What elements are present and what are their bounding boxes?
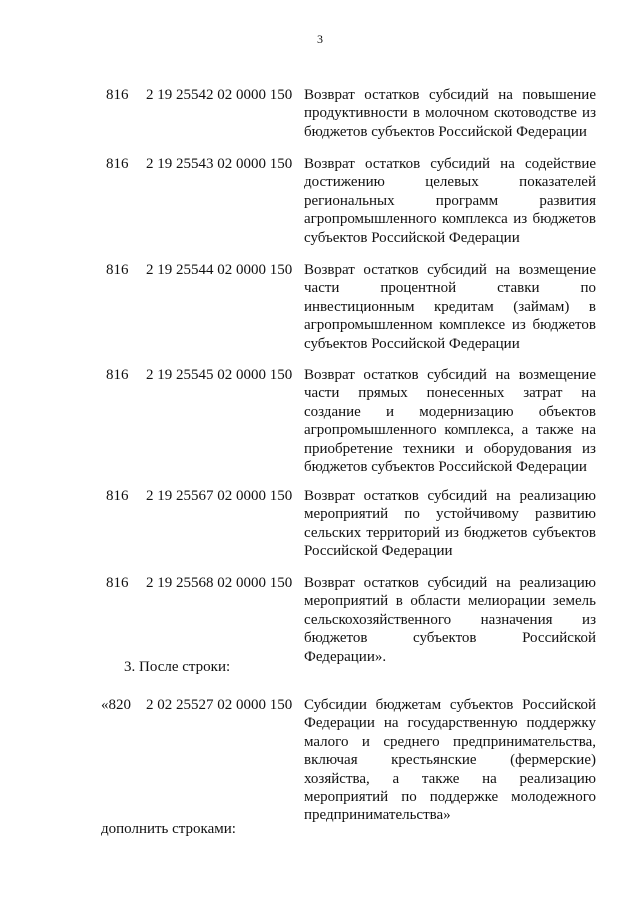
budget-classification-code: 2 19 25545 02 0000 150 <box>146 367 293 383</box>
row-description: Возврат остатков субсидий на реализацию мероприятий по устойчивому развитию сельских территорий из бюджетов субъектов Российской Федерации <box>304 488 596 560</box>
page-number: 3 <box>317 32 323 46</box>
admin-code: 816 <box>106 87 129 103</box>
closing-text: дополнить строками: <box>101 821 236 837</box>
row-description: Возврат остатков субсидий на повышение продуктивности в молочном скотоводстве из бюджетов субъектов Российской Федерации <box>304 87 596 140</box>
admin-code: 816 <box>106 262 129 278</box>
row-description: Возврат остатков субсидий на возмещение части прямых понесенных затрат на создание и модернизацию объектов агропромышленного комплекса, а также на приобретение техники и оборудования из бюджетов субъектов Российской Федерации <box>304 367 596 476</box>
budget-classification-code: 2 19 25543 02 0000 150 <box>146 156 293 172</box>
budget-classification-code: 2 19 25567 02 0000 150 <box>146 488 293 504</box>
row-description: Субсидии бюджетам субъектов Российской Федерации на государственную поддержку малого и среднего предпринимательства, включая крестьянские (фермерские) хозяйства, а также на реализацию мероприятий по поддержке молодежного предпринимательства» <box>304 697 596 824</box>
admin-code: 816 <box>106 156 129 172</box>
admin-code: «820 <box>101 697 131 713</box>
item-3-heading: 3. После строки: <box>124 659 231 675</box>
budget-classification-code: 2 02 25527 02 0000 150 <box>146 697 293 713</box>
row-description: Возврат остатков субсидий на реализацию мероприятий в области мелиорации земель сельскохозяйственного назначения из бюджетов субъектов Российской Федерации». <box>304 575 596 665</box>
row-description: Возврат остатков субсидий на возмещение части процентной ставки по инвестиционным кредитам (займам) в агропромышленном комплексе из бюджетов субъектов Российской Федерации <box>304 262 596 352</box>
budget-classification-code: 2 19 25568 02 0000 150 <box>146 575 293 591</box>
admin-code: 816 <box>106 575 129 591</box>
budget-classification-code: 2 19 25544 02 0000 150 <box>146 262 293 278</box>
budget-classification-code: 2 19 25542 02 0000 150 <box>146 87 293 103</box>
admin-code: 816 <box>106 367 129 383</box>
row-description: Возврат остатков субсидий на содействие достижению целевых показателей региональных программ развития агропромышленного комплекса из бюджетов субъектов Российской Федерации <box>304 156 596 246</box>
admin-code: 816 <box>106 488 129 504</box>
